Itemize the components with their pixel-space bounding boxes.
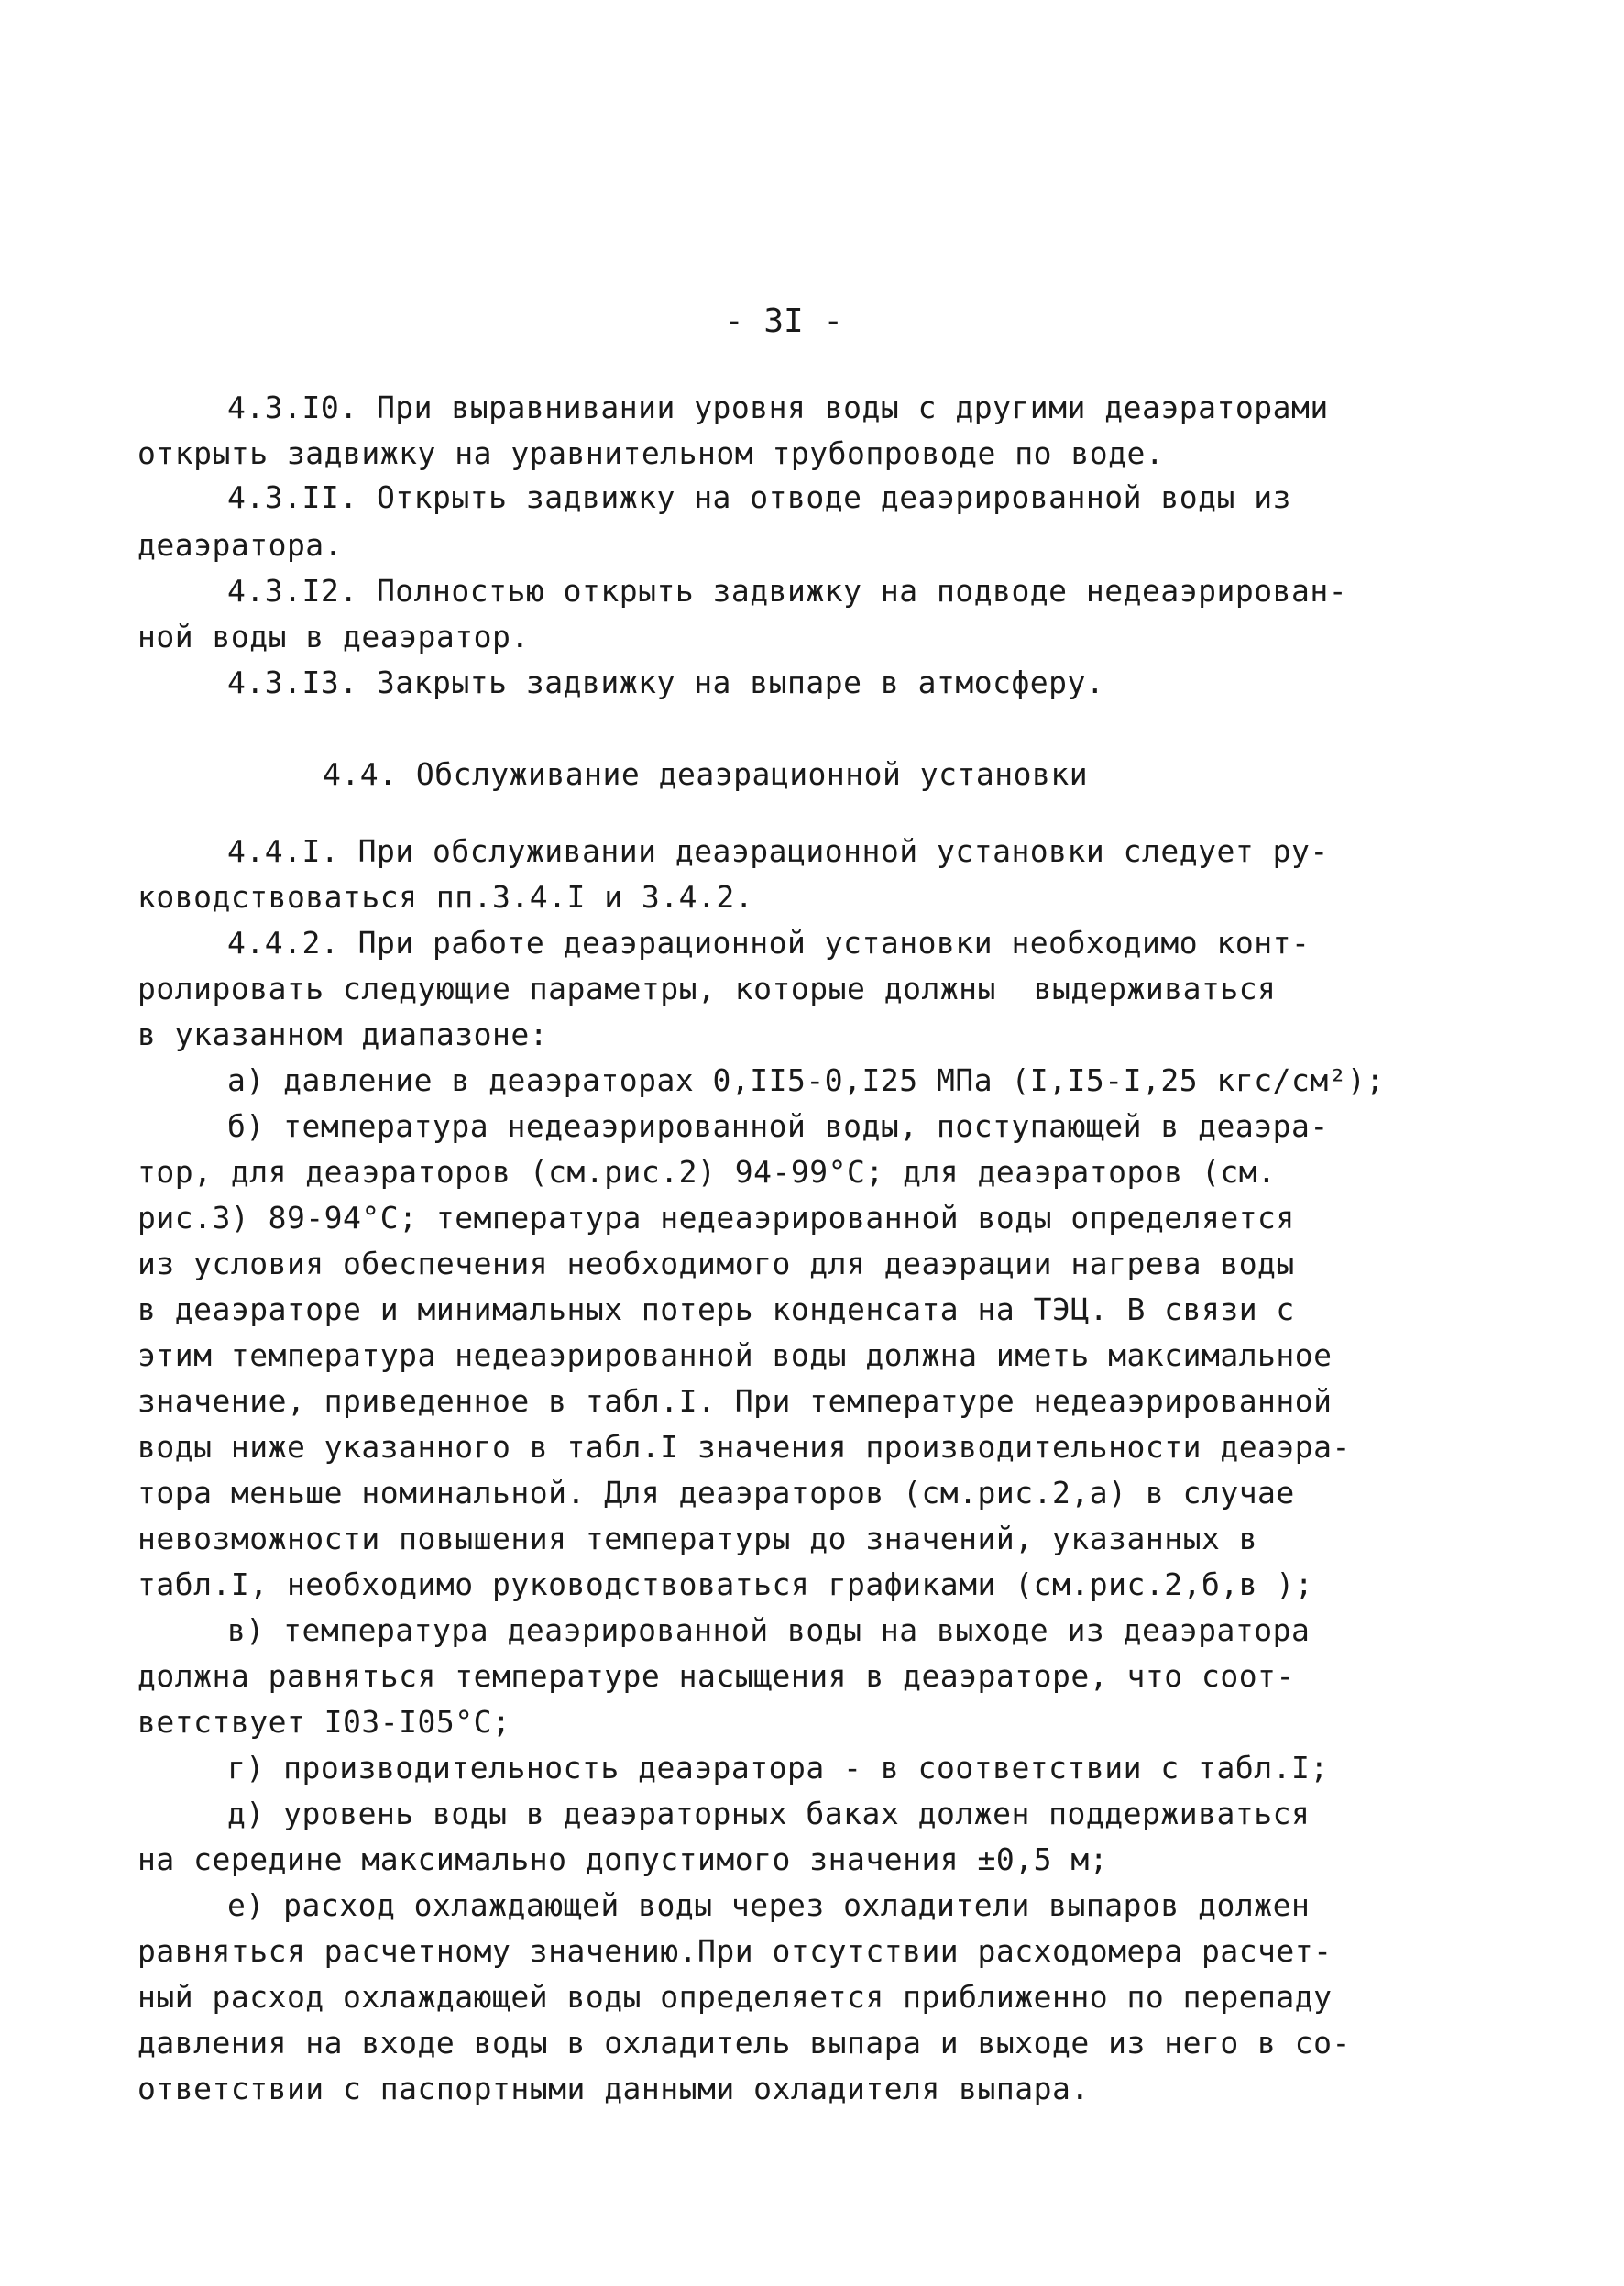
text-line: ветствует I03-I05°С; bbox=[137, 1704, 511, 1740]
text-line: из условия обеспечения необходимого для деаэрации нагрева воды bbox=[137, 1246, 1295, 1281]
text-line: ролировать следующие параметры, которые должны выдерживаться bbox=[137, 971, 1277, 1006]
text-line: давления на входе воды в охладитель выпара и выходе из него в со- bbox=[137, 2025, 1351, 2061]
text-line: б) температура недеаэрированной воды, поступающей в деаэра- bbox=[227, 1108, 1329, 1144]
text-line: тора меньше номинальной. Для деаэраторов (см.рис.2,а) в случае bbox=[137, 1475, 1295, 1511]
page-number: - 3I - bbox=[724, 302, 844, 340]
text-line: 4.4.I. При обслуживании деаэрационной установки следует ру- bbox=[227, 833, 1329, 869]
text-line: рис.3) 89-94°С; температура недеаэрированной воды определяется bbox=[137, 1200, 1295, 1236]
text-line: 4.4.2. При работе деаэрационной установки необходимо конт- bbox=[227, 925, 1311, 961]
section-heading: 4.4. Обслуживание деаэрационной установки bbox=[323, 756, 1089, 792]
text-line: в деаэраторе и минимальных потерь конденсата на ТЭЦ. В связи с bbox=[137, 1291, 1295, 1327]
text-line: в) температура деаэрированной воды на выходе из деаэратора bbox=[227, 1612, 1311, 1648]
text-line: 4.3.II. Открыть задвижку на отводе деаэрированной воды из bbox=[227, 479, 1291, 515]
text-line: равняться расчетному значению.При отсутствии расходомера расчет- bbox=[137, 1933, 1333, 1969]
text-line: г) производительность деаэратора - в соответствии с табл.I; bbox=[227, 1750, 1329, 1786]
text-line: этим температура недеаэрированной воды должна иметь максимальное bbox=[137, 1337, 1333, 1373]
text-line: ответствии с паспортными данными охладителя выпара. bbox=[137, 2071, 1090, 2106]
text-line: а) давление в деаэраторах 0,II5-0,I25 МПа (I,I5-I,25 кгс/см²); bbox=[227, 1062, 1385, 1098]
text-line: тор, для деаэраторов (см.рис.2) 94-99°С; для деаэраторов (см. bbox=[137, 1154, 1277, 1190]
text-line: деаэратора. bbox=[137, 527, 344, 563]
text-line: значение, приведенное в табл.I. При температуре недеаэрированной bbox=[137, 1383, 1333, 1419]
text-line: невозможности повышения температуры до значений, указанных в bbox=[137, 1521, 1258, 1556]
text-line: ководствоваться пп.3.4.I и 3.4.2. bbox=[137, 879, 754, 915]
text-line: 4.3.I0. При выравнивании уровня воды с другими деаэраторами bbox=[227, 390, 1329, 425]
text-line: д) уровень воды в деаэраторных баках должен поддерживаться bbox=[227, 1796, 1311, 1831]
text-line: открыть задвижку на уравнительном трубопроводе по воде. bbox=[137, 435, 1165, 471]
text-line: в указанном диапазоне: bbox=[137, 1017, 549, 1052]
text-line: должна равняться температуре насыщения в деаэраторе, что соот- bbox=[137, 1658, 1295, 1694]
text-line: е) расход охлаждающей воды через охладители выпаров должен bbox=[227, 1887, 1311, 1923]
text-line: табл.I, необходимо руководствоваться графиками (см.рис.2,б,в ); bbox=[137, 1566, 1314, 1602]
text-line: ной воды в деаэратор. bbox=[137, 619, 530, 654]
text-line: ный расход охлаждающей воды определяется приближенно по перепаду bbox=[137, 1979, 1333, 2015]
text-line: на середине максимально допустимого значения ±0,5 м; bbox=[137, 1841, 1109, 1877]
text-line: 4.3.I2. Полностью открыть задвижку на подводе недеаэрирован- bbox=[227, 573, 1348, 609]
text-line: 4.3.I3. Закрыть задвижку на выпаре в атмосферу. bbox=[227, 665, 1105, 700]
text-line: воды ниже указанного в табл.I значения производительности деаэра- bbox=[137, 1429, 1351, 1465]
